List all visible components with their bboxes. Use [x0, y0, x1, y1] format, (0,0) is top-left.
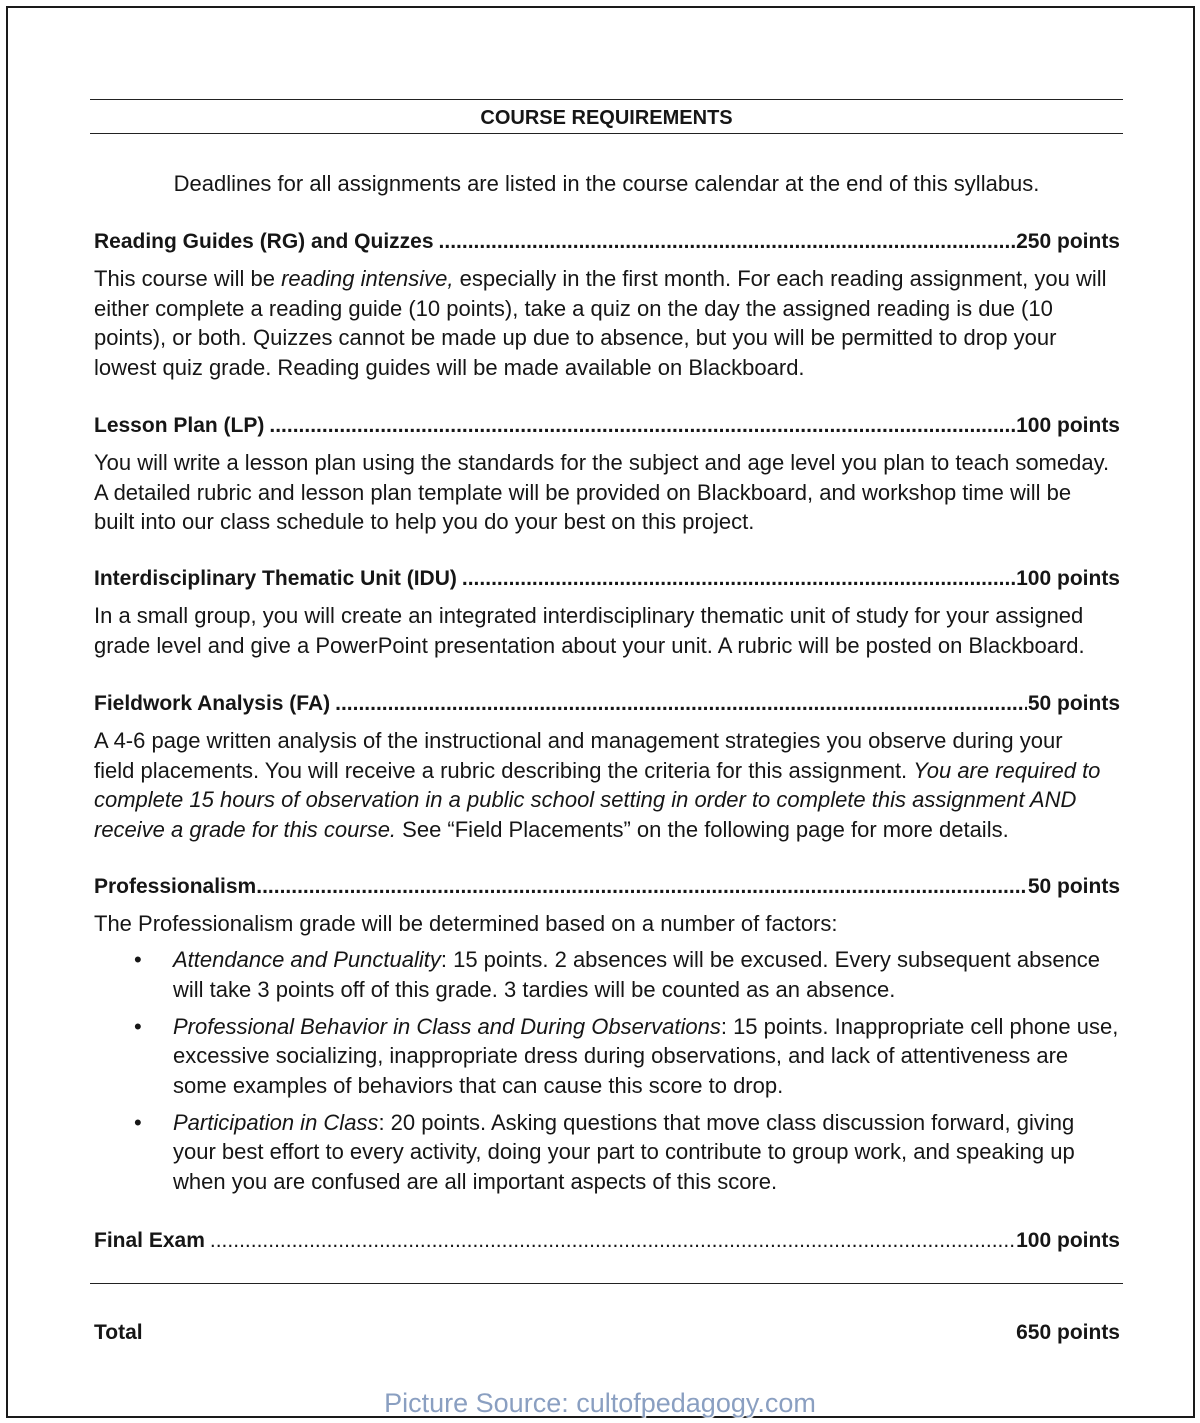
section-points: 50 points — [1027, 875, 1120, 898]
factor-label: Participation in Class — [173, 1109, 379, 1135]
text-segment: : 15 points. Inappropriate cell phone use, — [720, 1013, 1119, 1039]
text-line — [94, 815, 1120, 845]
section-description — [94, 726, 1120, 844]
total-row — [94, 1318, 1120, 1348]
text-segment: your best effort to every activity, doing your part to contribute to group work, and speaking up — [173, 1139, 1075, 1164]
total-header — [94, 1318, 1120, 1348]
text-segment: some examples of behaviors that can cause this score to drop. — [173, 1072, 784, 1098]
section-header — [94, 411, 1120, 441]
text-segment-italic: You are required to — [913, 757, 1101, 783]
section-header — [94, 564, 1120, 594]
text-line — [173, 1108, 1120, 1138]
section-title: Reading Guides (RG) and Quizzes — [94, 230, 434, 253]
section-professionalism — [94, 872, 1120, 1204]
text-segment: See “Field Placements” on the following page for more details. — [396, 816, 1009, 842]
text-line — [94, 448, 1120, 478]
text-line — [173, 1137, 1120, 1167]
dot-leader — [462, 564, 1015, 594]
section-points: 100 points — [1016, 567, 1120, 590]
bullet-marker — [134, 945, 142, 975]
heading-top-rule — [90, 99, 1123, 100]
section-thematic-unit — [94, 564, 1120, 660]
text-segment: points), or both. Quizzes cannot be made up due to absence, but you will be permitted to drop your — [94, 325, 1057, 350]
section-points: 50 points — [1027, 692, 1120, 715]
total-rule — [90, 1283, 1123, 1284]
text-line — [94, 323, 1120, 353]
list-item — [94, 1012, 1120, 1101]
text-line — [94, 478, 1120, 508]
factor-list — [94, 945, 1120, 1196]
section-title: Fieldwork Analysis (FA) — [94, 692, 331, 715]
text-segment: A detailed rubric and lesson plan template will be provided on Blackboard, and workshop time will be — [94, 479, 1072, 505]
text-line — [94, 631, 1120, 661]
total-points: 650 points — [1016, 1321, 1120, 1344]
section-title: Final Exam — [94, 1229, 205, 1252]
text-line — [173, 1041, 1120, 1071]
section-title: Lesson Plan (LP) — [94, 414, 265, 437]
text-segment: grade level and give a PowerPoint presentation about your unit. A rubric will be posted on Blackboard. — [94, 632, 1085, 658]
deadlines-note: Deadlines for all assignments are listed in the course calendar at the end of this syllabus. — [173, 171, 1040, 196]
text-segment: will take 3 points off of this grade. 3 tardies will be counted as an absence. — [173, 976, 896, 1002]
bullet-marker — [134, 1108, 142, 1138]
text-segment: when you are confused are all important aspects of this score. — [173, 1168, 778, 1194]
section-title: Interdisciplinary Thematic Unit (IDU) — [94, 567, 457, 590]
dot-leader — [335, 689, 1027, 719]
text-segment: field placements. You will receive a rubric describing the criteria for this assignment. — [94, 757, 914, 783]
text-segment: especially in the first month. For each reading assignment, you will — [453, 266, 1107, 291]
section-header — [94, 689, 1120, 719]
text-line — [94, 353, 1120, 383]
section-header — [94, 227, 1120, 257]
page-title: COURSE REQUIREMENTS — [480, 107, 733, 129]
text-segment-italic: complete 15 hours of observation in a public school setting in order to complete this assignment AND — [94, 787, 1077, 812]
factor-label: Attendance and Punctuality — [173, 947, 441, 972]
text-segment: This course will be — [94, 266, 282, 291]
text-segment-italic: reading intensive, — [281, 266, 454, 291]
section-points: 100 points — [1016, 414, 1120, 437]
text-line — [173, 1167, 1120, 1197]
dot-leader — [269, 411, 1015, 441]
dot-leader — [256, 872, 1027, 902]
text-segment: A 4-6 page written analysis of the instructional and management strategies you observe during your — [94, 728, 1063, 753]
text-segment: The Professionalism grade will be determined based on a number of factors: — [94, 911, 838, 936]
dot-leader — [210, 1226, 1015, 1256]
text-line — [94, 507, 1120, 537]
text-line — [94, 785, 1120, 815]
section-header — [94, 872, 1120, 902]
section-header — [94, 1226, 1120, 1256]
text-line — [94, 264, 1120, 294]
heading-bottom-rule — [90, 133, 1123, 134]
section-fieldwork-analysis — [94, 689, 1120, 844]
text-segment: either complete a reading guide (10 points), take a quiz on the day the assigned reading is due (10 — [94, 295, 1053, 321]
text-line — [94, 294, 1120, 324]
text-line — [173, 975, 1120, 1005]
text-segment: lowest quiz grade. Reading guides will be made available on Blackboard. — [94, 354, 805, 380]
text-segment: : 20 points. Asking questions that move class discussion forward, giving — [378, 1109, 1075, 1135]
section-lesson-plan — [94, 411, 1120, 537]
factor-label: Professional Behavior in Class and During Observations — [173, 1013, 721, 1039]
text-line — [94, 909, 1120, 939]
bullet-marker — [134, 1012, 142, 1042]
list-item — [94, 945, 1120, 1004]
section-description — [94, 601, 1120, 660]
section-description — [94, 264, 1120, 382]
text-segment: built into our class schedule to help you do your best on this project. — [94, 509, 755, 534]
text-segment: : 15 points. 2 absences will be excused. Every subsequent absence — [440, 947, 1101, 972]
section-title: Professionalism — [94, 875, 257, 898]
dot-leader — [439, 227, 1016, 257]
picture-source-watermark: Picture Source: cultofpedagogy.com — [384, 1388, 816, 1418]
section-final-exam — [94, 1226, 1120, 1256]
list-item — [94, 1108, 1120, 1197]
section-points: 100 points — [1016, 1229, 1120, 1252]
section-description — [94, 909, 1120, 1196]
text-segment-italic: receive a grade for this course. — [94, 816, 397, 842]
text-line — [94, 601, 1120, 631]
text-segment: You will write a lesson plan using the standards for the subject and age level you plan to teach someday. — [94, 450, 1110, 475]
text-segment: In a small group, you will create an integrated interdisciplinary thematic unit of study for your assigned — [94, 603, 1084, 628]
section-points: 250 points — [1016, 230, 1120, 253]
section-description — [94, 448, 1120, 537]
text-line — [173, 945, 1120, 975]
section-reading-guides — [94, 227, 1120, 382]
text-line — [173, 1012, 1120, 1042]
text-line — [173, 1071, 1120, 1101]
text-line — [94, 756, 1120, 786]
text-segment: excessive socializing, inappropriate dress during observations, and lack of attentiveness are — [173, 1043, 1069, 1068]
total-label: Total — [94, 1321, 143, 1344]
text-line — [94, 726, 1120, 756]
